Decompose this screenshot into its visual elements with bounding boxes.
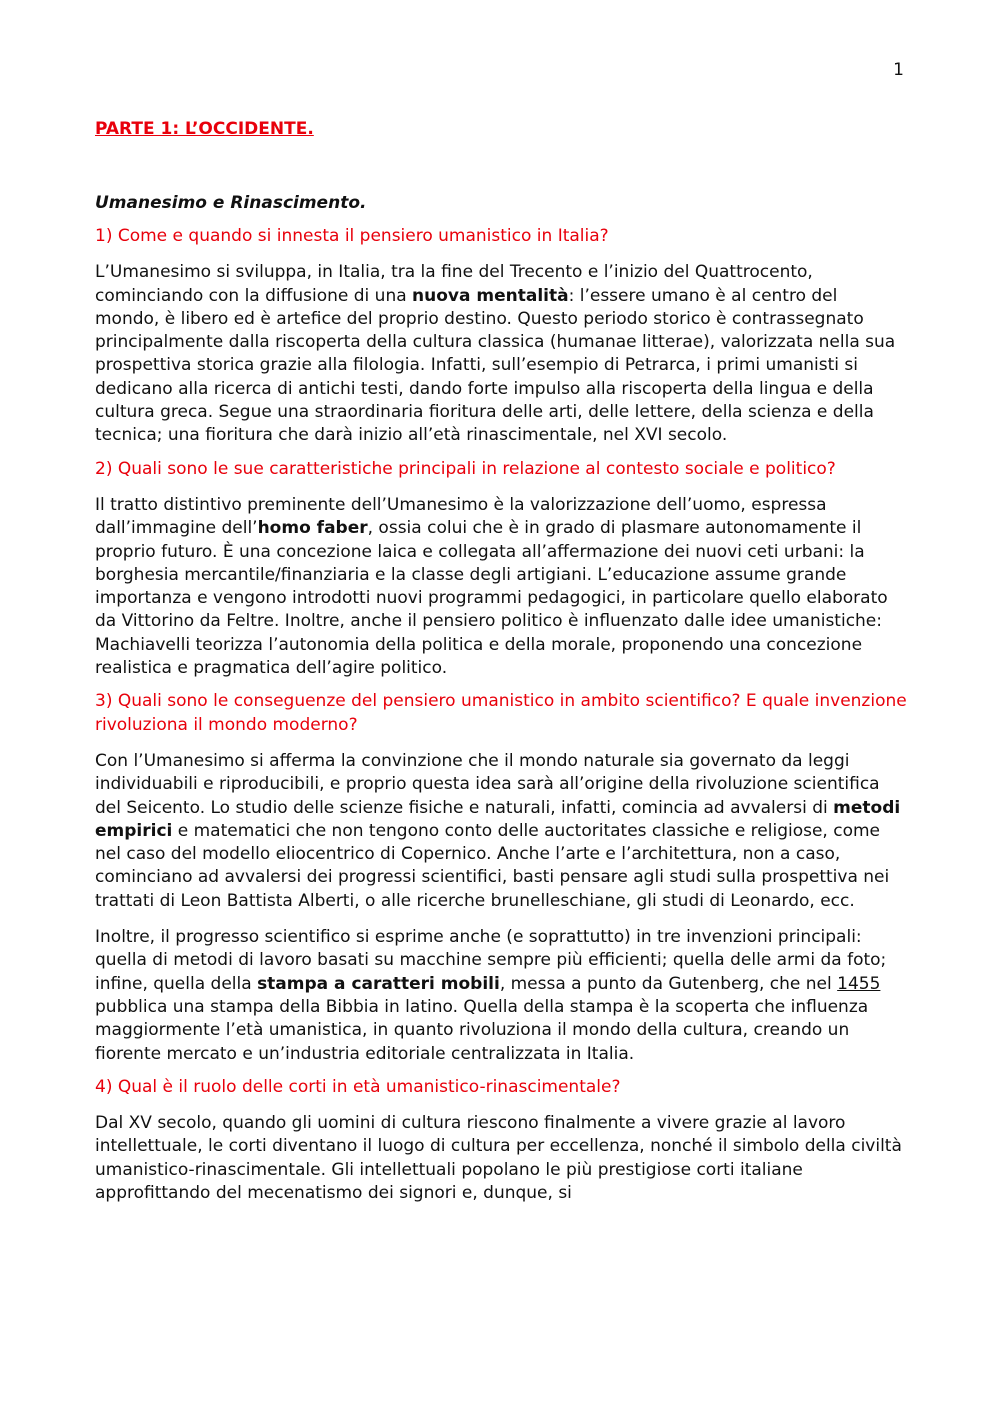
question-4: 4) Qual è il ruolo delle corti in età umanistico-rinascimentale? (95, 1076, 621, 1097)
bold-term: stampa a caratteri mobili (257, 973, 500, 994)
answer-1: L’Umanesimo si sviluppa, in Italia, tra la fine del Trecento e l’inizio del Quattrocento, cominciando con la diffusione di una nuova mentalità: l’essere umano è al centro del mondo, è libero ed è artefice del proprio destino. Questo periodo storico è contrassegnato principalmente dalla riscoperta della cultura classica (humanae litterae), valorizzata nella sua prospettiva storica grazie alla filologia. Infatti, sull’esempio di Petrarca, i primi umanisti si dedicano alla ricerca di antichi testi, dando forte impulso alla riscoperta della lingua e della cultura greca. Segue una straordinaria fioritura delle arti, delle lettere, della scienza e della tecnica; una fioritura che darà inizio all’età rinascimentale, nel XVI secolo. (95, 262, 896, 446)
underlined-year: 1455 (837, 973, 881, 994)
answer-3: Con l’Umanesimo si afferma la convinzione che il mondo naturale sia governato da leggi individuabili e riproducibili, e proprio questa idea sarà all’origine della rivoluzione scientifica del Seicento. Lo studio delle scienze fisiche e naturali, infatti, comincia ad avvalersi di metodi empirici e matematici che non tengono conto delle auctoritates classiche e religiose, come nel caso del modello eliocentrico di Copernico. Anche l’arte e l’architettura, non a caso, cominciano ad avvalersi dei progressi scientifici, basti pensare agli studi sulla prospettiva nei trattati di Leon Battista Alberti, o alle ricerche brunelleschiane, gli studi di Leonardo, ecc. (95, 750, 901, 911)
bold-term: homo faber (257, 518, 368, 539)
page-number: 1 (893, 60, 904, 80)
answer-2: Il tratto distintivo preminente dell’Umanesimo è la valorizzazione dell’uomo, espressa dall’immagine dell’homo faber, ossia colui che è in grado di plasmare autonomamente il proprio futuro. È una concezione laica e collegata all’affermazione dei nuovi ceti urbani: la borghesia mercantile/finanziaria e la classe degli artigiani. L’educazione assume grande importanza e vengono introdotti nuovi programmi pedagogici, in particolare quello elaborato da Vittorino da Feltre. Inoltre, anche il pensiero politico è influenzato dalle idee umanistiche: Machiavelli teorizza l’autonomia della politica e della morale, proponendo una concezione realistica e pragmatica dell’agire politico. (95, 494, 888, 679)
question-2: 2) Quali sono le sue caratteristiche principali in relazione al contesto sociale e politico? (95, 458, 836, 479)
bold-term: metodi empirici (95, 797, 901, 841)
part-title: PARTE 1: L’OCCIDENTE. (95, 119, 314, 139)
question-3: 3) Quali sono le conseguenze del pensiero umanistico in ambito scientifico? E quale invenzione rivoluziona il mondo moderno? (95, 691, 907, 735)
section-title: Umanesimo e Rinascimento. (95, 193, 367, 213)
bold-term: nuova mentalità (412, 285, 569, 306)
answer-4: Dal XV secolo, quando gli uomini di cultura riescono finalmente a vivere grazie al lavoro intellettuale, le corti diventano il luogo di cultura per eccellenza, nonché il simbolo della civiltà umanistico-rinascimentale. Gli intellettuali popolano le più prestigiose corti italiane approfittando del mecenatismo dei signori e, dunque, si (95, 1113, 902, 1203)
document-body (95, 118, 907, 1205)
question-1: 1) Come e quando si innesta il pensiero umanistico in Italia? (95, 226, 609, 246)
answer-3-continued: Inoltre, il progresso scientifico si esprime anche (e soprattutto) in tre invenzioni principali: quella di metodi di lavoro basati su macchine sempre più efficienti; quella delle armi da foto; infine, quella della stampa a caratteri mobili, messa a punto da Gutenberg, che nel 1455 pubblica una stampa della Bibbia in latino. Quella della stampa è la scoperta che influenza maggiormente l’età umanistica, in quanto rivoluziona il mondo della cultura, creando un fiorente mercato e un’industria editoriale centralizzata in Italia. (95, 927, 887, 1064)
